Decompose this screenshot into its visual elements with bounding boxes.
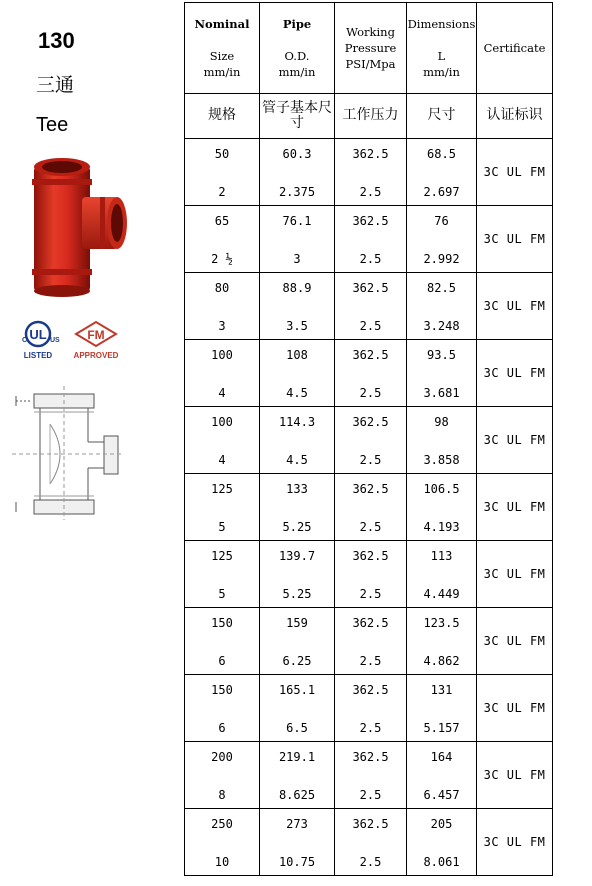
cell-size-metric: 100 [211, 415, 233, 429]
cell-od-imperial: 2.375 [278, 185, 316, 199]
cell-od [260, 474, 335, 541]
cell-dim-metric: 76 [434, 214, 449, 228]
cell-dim-metric: 123.5 [423, 616, 460, 630]
cell-dim-imperial: 6.457 [423, 788, 460, 802]
cell-pressure [335, 340, 407, 407]
ul-logo-us: US [50, 337, 60, 344]
cell-size-metric: 150 [211, 616, 233, 630]
cell-dim-imperial: 3.858 [423, 453, 460, 467]
cell-size [185, 675, 260, 742]
cell-od [260, 139, 335, 206]
cell-certificate: 3C UL FM [477, 809, 553, 876]
cell-od [260, 809, 335, 876]
cell-pressure [335, 608, 407, 675]
ul-listed-logo [22, 322, 60, 360]
cell-od-imperial: 4.5 [286, 386, 308, 400]
cell-od-metric: 165.1 [278, 683, 316, 697]
cell-dim-imperial: 5.157 [423, 721, 460, 735]
header-pipe-od: Pipe O.D. mm/in [260, 3, 335, 94]
cell-od-metric: 88.9 [282, 281, 312, 295]
cell-od [260, 206, 335, 273]
cell-dim [407, 206, 477, 273]
cell-dim [407, 273, 477, 340]
header-certificate: Certificate [477, 3, 553, 94]
cell-pressure-metric: 362.5 [352, 817, 389, 831]
cell-dim [407, 474, 477, 541]
cell-size-metric: 80 [214, 281, 230, 295]
table-row [185, 474, 553, 541]
cell-certificate: 3C UL FM [477, 742, 553, 809]
table-row [185, 541, 553, 608]
header-row-en [185, 3, 553, 94]
table-row [185, 675, 553, 742]
cell-pressure [335, 675, 407, 742]
table-row [185, 608, 553, 675]
fm-approved-logo [74, 322, 119, 360]
cell-dim-imperial: 3.248 [423, 319, 460, 333]
cell-od [260, 340, 335, 407]
header-dimensions: Dimensions L mm/in [407, 3, 477, 94]
cell-pressure-imperial: 2.5 [359, 721, 382, 735]
cell-dim-imperial: 3.681 [423, 386, 460, 400]
tee-product-photo [20, 153, 130, 301]
cell-od [260, 407, 335, 474]
cell-pressure-metric: 362.5 [352, 147, 389, 161]
cell-size-metric: 50 [214, 147, 230, 161]
cell-pressure-metric: 362.5 [352, 281, 389, 295]
cell-pressure-metric: 362.5 [352, 348, 389, 362]
cell-size [185, 474, 260, 541]
cell-dim [407, 541, 477, 608]
fm-logo-text: APPROVED [73, 351, 119, 360]
cell-dim-imperial: 4.862 [423, 654, 460, 668]
cell-dim-metric: 98 [434, 415, 449, 429]
cell-certificate: 3C UL FM [477, 608, 553, 675]
cell-size-imperial: 5 [218, 587, 226, 601]
cell-certificate: 3C UL FM [477, 340, 553, 407]
model-number: 130 [38, 28, 75, 53]
cell-size-imperial: 2 ½ [211, 252, 233, 266]
cell-dim-imperial: 8.061 [423, 855, 460, 869]
header-working-pressure: Working Pressure PSI/Mpa [335, 3, 407, 94]
cell-size [185, 273, 260, 340]
tee-technical-drawing [10, 384, 130, 524]
cell-size [185, 407, 260, 474]
cell-size [185, 340, 260, 407]
cell-dim-metric: 205 [430, 817, 453, 831]
cell-od-metric: 133 [286, 482, 308, 496]
cell-pressure-imperial: 2.5 [359, 453, 382, 467]
cell-od [260, 608, 335, 675]
cell-pressure-imperial: 2.5 [359, 587, 382, 601]
cell-od-metric: 108 [286, 348, 308, 362]
table-row [185, 340, 553, 407]
cell-pressure-metric: 362.5 [352, 616, 389, 630]
cell-pressure-metric: 362.5 [352, 549, 389, 563]
cell-size [185, 742, 260, 809]
cell-certificate: 3C UL FM [477, 474, 553, 541]
ul-logo-c: C [22, 337, 28, 344]
cell-certificate: 3C UL FM [477, 541, 553, 608]
cell-size [185, 608, 260, 675]
table-row [185, 139, 553, 206]
cell-size [185, 206, 260, 273]
cell-pressure-imperial: 2.5 [359, 654, 382, 668]
cell-pressure [335, 474, 407, 541]
cell-size-imperial: 6 [218, 721, 226, 735]
cell-certificate: 3C UL FM [477, 407, 553, 474]
cell-pressure-metric: 362.5 [352, 482, 389, 496]
table-row [185, 742, 553, 809]
cell-od-imperial: 3 [293, 252, 301, 266]
cell-certificate: 3C UL FM [477, 139, 553, 206]
cell-pressure-imperial: 2.5 [359, 386, 382, 400]
cell-size-metric: 125 [211, 482, 233, 496]
table-row [185, 273, 553, 340]
cell-od-imperial: 10.75 [278, 855, 316, 869]
cell-dim-metric: 164 [430, 750, 453, 764]
header-cn-certificate: 认证标识 [477, 94, 553, 139]
cell-pressure-imperial: 2.5 [359, 855, 382, 869]
cell-od-metric: 114.3 [278, 415, 316, 429]
cell-size [185, 541, 260, 608]
cell-pressure [335, 206, 407, 273]
cell-pressure [335, 742, 407, 809]
cell-od-metric: 139.7 [278, 549, 316, 563]
cell-od-imperial: 8.625 [278, 788, 316, 802]
cell-od [260, 273, 335, 340]
cell-pressure [335, 407, 407, 474]
cell-od-metric: 159 [286, 616, 308, 630]
cell-size-imperial: 5 [218, 520, 226, 534]
cell-od-metric: 273 [286, 817, 308, 831]
cell-certificate: 3C UL FM [477, 675, 553, 742]
cell-dim-metric: 131 [430, 683, 453, 697]
dimensions-table [184, 2, 553, 876]
cell-pressure-imperial: 2.5 [359, 252, 382, 266]
cell-dim-metric: 113 [430, 549, 453, 563]
cell-od-imperial: 5.25 [282, 587, 312, 601]
header-cn-size: 规格 [185, 94, 260, 139]
cell-size-imperial: 6 [218, 654, 226, 668]
cell-size-metric: 65 [214, 214, 230, 228]
cell-od-imperial: 6.5 [286, 721, 308, 735]
product-name-cn: 三通 [36, 74, 75, 96]
cell-dim-metric: 68.5 [427, 147, 456, 161]
cell-size-imperial: 10 [214, 855, 230, 869]
cell-dim-imperial: 2.992 [423, 252, 460, 266]
cell-size-imperial: 8 [218, 788, 226, 802]
cell-dim-metric: 82.5 [427, 281, 456, 295]
cell-dim [407, 139, 477, 206]
cell-pressure [335, 809, 407, 876]
cell-od [260, 742, 335, 809]
cell-od-imperial: 4.5 [286, 453, 308, 467]
cell-dim-metric: 93.5 [427, 348, 456, 362]
cell-pressure-metric: 362.5 [352, 415, 389, 429]
cell-pressure-imperial: 2.5 [359, 520, 382, 534]
table-row [185, 407, 553, 474]
cell-dim [407, 742, 477, 809]
cell-pressure [335, 541, 407, 608]
product-panel [0, 0, 184, 886]
cell-pressure-metric: 362.5 [352, 214, 389, 228]
cell-size-metric: 150 [211, 683, 233, 697]
cell-pressure-metric: 362.5 [352, 750, 389, 764]
cell-od-imperial: 6.25 [282, 654, 312, 668]
cell-pressure-imperial: 2.5 [359, 319, 382, 333]
cell-size-metric: 200 [211, 750, 233, 764]
product-name-en: Tee [36, 114, 69, 136]
cell-size-metric: 250 [211, 817, 233, 831]
cell-dim-imperial: 2.697 [423, 185, 460, 199]
cell-pressure-imperial: 2.5 [359, 185, 382, 199]
cell-size-metric: 125 [211, 549, 233, 563]
cell-od-imperial: 5.25 [282, 520, 312, 534]
cell-certificate: 3C UL FM [477, 206, 553, 273]
cell-dim [407, 340, 477, 407]
cell-size [185, 139, 260, 206]
ul-logo-mark: UL [29, 327, 47, 342]
header-cn-pressure: 工作压力 [335, 94, 407, 139]
cell-size-imperial: 4 [218, 386, 226, 400]
cell-size-imperial: 2 [218, 185, 226, 199]
cell-certificate: 3C UL FM [477, 273, 553, 340]
header-cn-od: 管子基本尺寸 [260, 94, 335, 139]
table-row [185, 206, 553, 273]
cell-size-imperial: 3 [218, 319, 226, 333]
certification-logos [18, 316, 128, 364]
cell-od [260, 541, 335, 608]
cell-size-metric: 100 [211, 348, 233, 362]
cell-dim [407, 809, 477, 876]
cell-od [260, 675, 335, 742]
cell-size [185, 809, 260, 876]
cell-dim-imperial: 4.193 [423, 520, 460, 534]
cell-pressure [335, 139, 407, 206]
cell-dim [407, 675, 477, 742]
cell-pressure [335, 273, 407, 340]
cell-dim-metric: 106.5 [423, 482, 460, 496]
cell-pressure-metric: 362.5 [352, 683, 389, 697]
cell-od-metric: 76.1 [282, 214, 312, 228]
cell-od-metric: 219.1 [278, 750, 316, 764]
cell-od-metric: 60.3 [282, 147, 312, 161]
header-nominal-size: Nominal Size mm/in [185, 3, 260, 94]
header-cn-dimensions: 尺寸 [407, 94, 477, 139]
cell-dim [407, 407, 477, 474]
cell-size-imperial: 4 [218, 453, 226, 467]
cell-od-imperial: 3.5 [286, 319, 308, 333]
cell-dim [407, 608, 477, 675]
header-row-cn [185, 94, 553, 139]
fm-logo-mark: FM [87, 328, 105, 342]
table-row [185, 809, 553, 876]
cell-pressure-imperial: 2.5 [359, 788, 382, 802]
ul-logo-text: LISTED [23, 351, 53, 360]
cell-dim-imperial: 4.449 [423, 587, 460, 601]
